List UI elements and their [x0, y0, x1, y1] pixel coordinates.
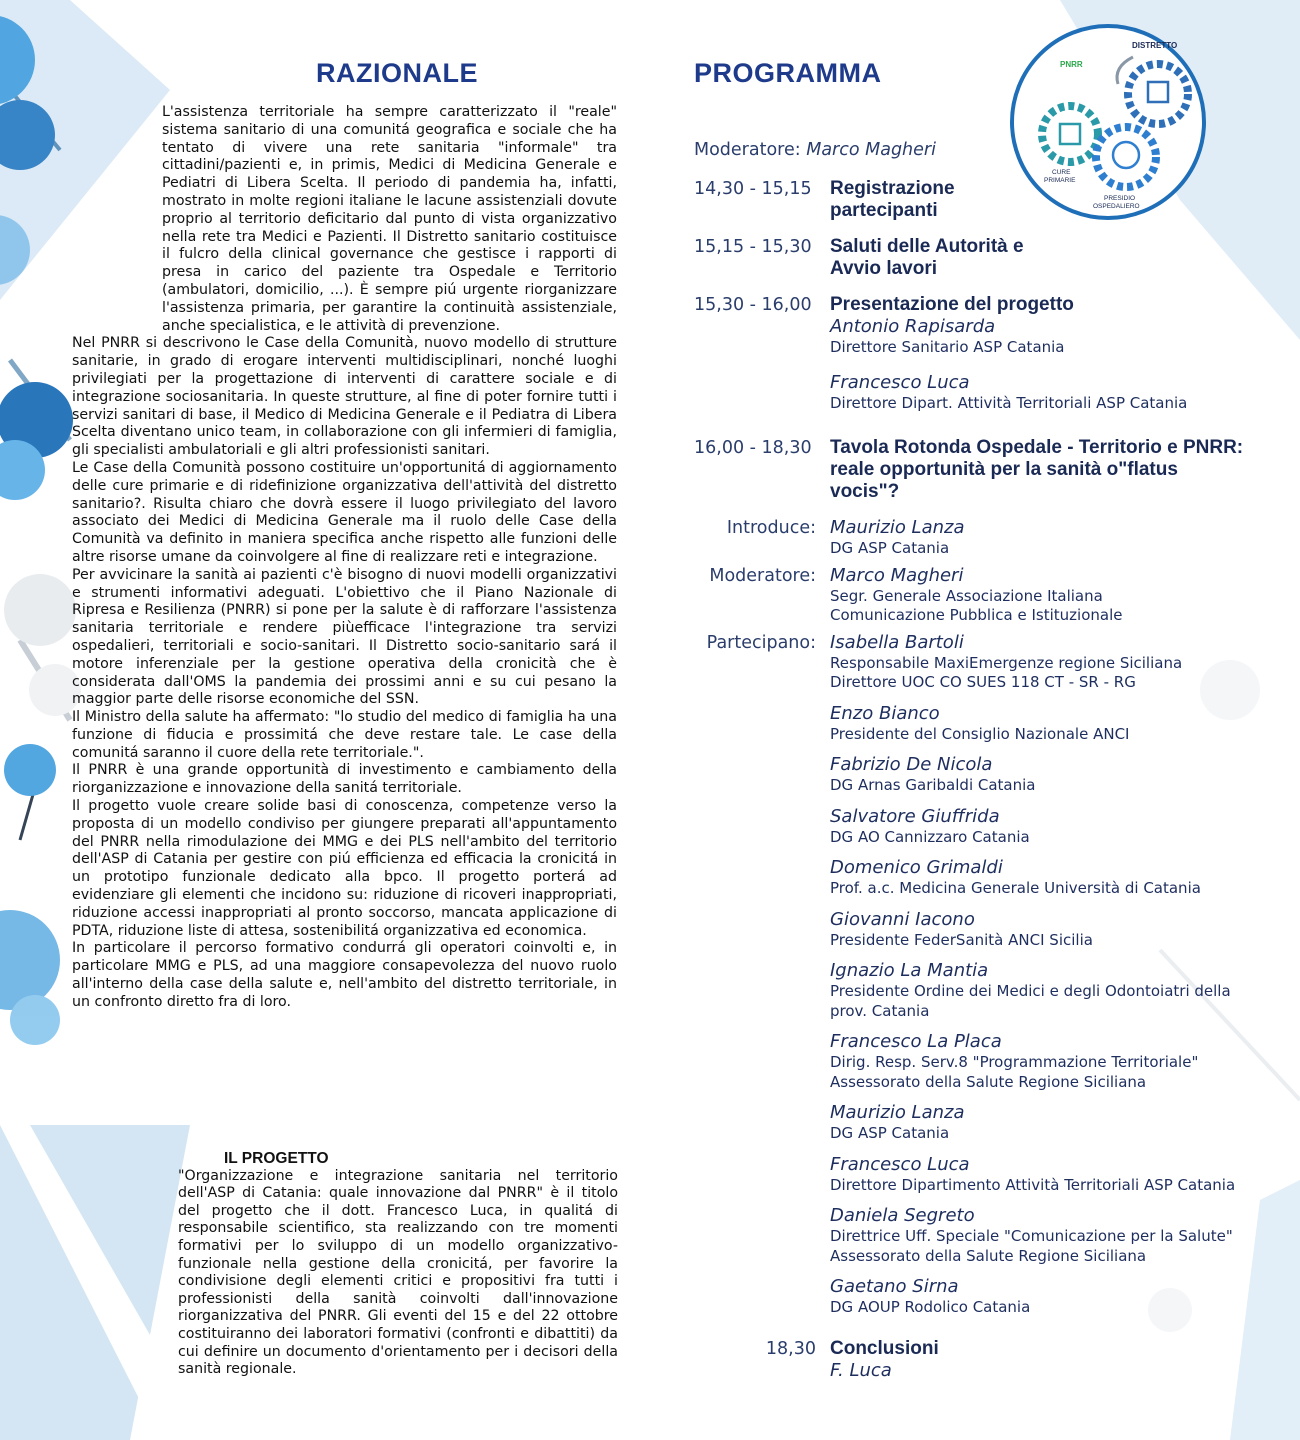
- speaker-name: Giovanni Iacono: [830, 908, 975, 930]
- schedule-title: Conclusioni: [830, 1337, 939, 1359]
- speaker-role: DG ASP Catania: [830, 539, 950, 557]
- razionale-paragraph: Nel PNRR si descrivono le Case della Comunità, nuovo modello di strutture sanitarie, in grado di erogare interventi multidisciplinari, nonché luoghi privilegiati per la progettazione di interventi di carattere sociale e di integrazione sociosanitaria. In queste strutture, al fine di poter fornire tutti i servizi sanitari di base, il Medico di Medicina Generale e il Pediatra di Libera Scelta diventano unico team, in collaborazione con gli infermieri di famiglia, gli specialisti ambulatoriali e gli altri professionisti sanitari.: [72, 335, 617, 459]
- schedule-row: [694, 437, 1284, 503]
- speaker: [830, 703, 1284, 745]
- schedule-row: [694, 517, 1284, 559]
- speaker: [830, 1205, 1284, 1266]
- speaker: [830, 1031, 1284, 1092]
- speaker-name: Maurizio Lanza: [830, 517, 965, 538]
- speaker-name: Isabella Bartoli: [830, 631, 964, 653]
- progetto-section: [178, 1150, 618, 1379]
- schedule-row: [694, 632, 1284, 1328]
- speaker-role: Prof. a.c. Medicina Generale Università di Catania: [830, 879, 1201, 897]
- logo-pnrr-label: PNRR: [1060, 60, 1083, 69]
- speaker-name: Ignazio La Mantia: [830, 960, 989, 981]
- moderatore-label: Moderatore:: [694, 140, 801, 160]
- moderatore2-label: Moderatore:: [709, 565, 816, 586]
- speaker-name: Gaetano Sirna: [830, 1276, 959, 1297]
- razionale-paragraph: In particolare il percorso formativo condurrá gli operatori coinvolti e, in particolare MMG e PLS, ad una maggiore consapevolezza del nuovo ruolo all'interno della case della salute e, nell'ambito del distretto territoriale, in un confronto diretto fra di loro.: [72, 940, 617, 1010]
- speaker: [830, 1276, 1284, 1318]
- speaker-name: Maurizio Lanza: [830, 1102, 965, 1123]
- speaker-role: Dirig. Resp. Serv.8 "Programmazione Territoriale" Assessorato della Salute Regione Siciliana: [830, 1053, 1199, 1091]
- logo-presidio-label: PRESIDIO: [1104, 195, 1136, 202]
- speaker-name: Salvatore Giuffrida: [830, 805, 1000, 827]
- razionale-paragraph: Il Ministro della salute ha affermato: "lo studio del medico di famiglia ha una funzione di fiducia e prossimitá che deve restare tale. Le case della comunitá saranno il cuore della rete territoriale.".: [72, 709, 617, 761]
- speaker: [830, 632, 1284, 693]
- speaker-name: Francesco Luca: [830, 1153, 970, 1175]
- speaker-role: DG ASP Catania: [830, 1124, 950, 1142]
- progetto-text: "Organizzazione e integrazione sanitaria nel territorio dell'ASP di Catania: quale innovazione dal PNRR" è il titolo del progetto che il dott. Francesco Luca, in qualitá di responsabile scientifico, sta realizzando con tre momenti formativi per lo sviluppo di un modello organizzativo-funzionale nella gestione della cronicitá, per favorire la condivisione degli elementi critici e propositivi fra tutti i professionisti della sanità coinvolti dall'innovazione riorganizzativa del PNRR. Gli eventi del 15 e del 22 ottobre costituiranno dei laboratori formativi (confronti e dibattiti) da cui definire un documento d'orientamento per i decisori della sanità regionale.: [178, 1167, 618, 1378]
- speaker-name: Domenico Grimaldi: [830, 857, 1003, 878]
- schedule-title: Tavola Rotonda Ospedale - Territorio e PNRR: reale opportunità per la sanità o"flatus vocis"?: [830, 437, 1244, 502]
- speaker: [830, 754, 1284, 796]
- speaker-role: DG AO Cannizzaro Catania: [830, 827, 1030, 846]
- schedule-row: [694, 565, 1284, 626]
- moderatore-name: Marco Magheri: [806, 140, 936, 160]
- speaker-name: Daniela Segreto: [830, 1205, 975, 1226]
- speaker-role: Direttore Dipartimento Attività Territoriali ASP Catania: [830, 1175, 1236, 1194]
- schedule-row: [694, 1338, 1284, 1382]
- schedule-row: [694, 178, 1284, 222]
- schedule-time: 15,30 - 16,00: [694, 295, 812, 315]
- programma-body: [694, 140, 1284, 1396]
- schedule-title: Presentazione del progetto: [830, 294, 1074, 315]
- speaker-name: Enzo Bianco: [830, 702, 940, 724]
- speaker-name: F. Luca: [830, 1359, 892, 1381]
- partecipano-list: [830, 632, 1284, 1328]
- speaker: [830, 857, 1284, 899]
- speaker-role: DG AOUP Rodolico Catania: [830, 1298, 1031, 1316]
- speaker-role: Presidente FederSanità ANCI Sicilia: [830, 930, 1093, 949]
- logo-distretto-label: DISTRETTO: [1132, 41, 1178, 50]
- programma-title: PROGRAMMA: [694, 58, 882, 88]
- speaker-name: Francesco Luca: [830, 371, 970, 393]
- speaker-name: Fabrizio De Nicola: [830, 754, 993, 775]
- schedule-time: 14,30 - 15,15: [694, 179, 812, 199]
- partecipano-label: Partecipano:: [706, 632, 816, 653]
- speaker-role: Segr. Generale Associazione Italiana Comunicazione Pubblica e Istituzionale: [830, 586, 1123, 624]
- logo-ospedaliero-label: OSPEDALIERO: [1093, 203, 1140, 210]
- speaker-role: Presidente Ordine dei Medici e degli Odontoiatri della prov. Catania: [830, 982, 1231, 1020]
- razionale-title: RAZIONALE: [316, 58, 478, 88]
- speaker: [830, 1154, 1284, 1196]
- logo-primarie-label: PRIMARIE: [1044, 177, 1076, 184]
- speaker-role: Responsabile MaxiEmergenze regione Siciliana Direttore UOC CO SUES 118 CT - SR - RG: [830, 653, 1183, 691]
- razionale-paragraph: L'assistenza territoriale ha sempre caratterizzato il "reale" sistema sanitario di una comunitá geografica e sociale che ha tentato di vivere una rete sanitaria "informale" tra cittadini/pazienti e, in primis, Medici di Medicina Generale e Pediatri di Libera Scelta. Il periodo di pandemia ha, infatti, mostrato in molte regioni italiane le lacune assistenziali dovute proprio al territorio deficitario dal punto di vista organizzativo nella rete tra Medici e Pazienti. Il Distretto sanitario costituisce il fulcro della clinical governance che gestisce i rapporti di presa in carico del paziente tra Ospedale e Territorio (ambulatori, domicilio, ...). È sempre piú urgente riorganizzare l'assistenza primaria, per garantire la continuità assistenziale, anche specialistica, e le attività di prevenzione.: [162, 104, 617, 334]
- speaker-name: Francesco La Placa: [830, 1031, 1002, 1052]
- razionale-paragraph: Le Case della Comunità possono costituire un'opportunitá di aggiornamento delle cure primarie e di ridefinizione organizzativa dell'attività del distretto sanitario?. Risulta chiaro che dovrà essere il luogo privilegiato del lavoro associato dei Medici di Medicina Generale ma il ruolo delle Case della Comunità va definito in maniera specifica anche rispetto alle funzioni delle altre risorse umane da coinvolgere al fine di realizzare reti e integrazione.: [72, 459, 617, 565]
- speaker-name: Antonio Rapisarda: [830, 316, 996, 337]
- speaker: [830, 960, 1284, 1021]
- speaker-role: Direttore Dipart. Attività Territoriali ASP Catania: [830, 393, 1188, 412]
- razionale-paragraph: Per avvicinare la sanità ai pazienti c'è bisogno di nuovi modelli organizzativi e strumenti informativi adeguati. L'obiettivo che il Piano Nazionale di Ripresa e Resilienza (PNRR) si pone per la salute è di rafforzare l'assistenza sanitaria territoriale e rendere piùefficace l'integrazione tra servizi ospedalieri, territoriali e socio-sanitari. Il Distretto socio-sanitario sará il motore inferenziale per la gestione operativa della cronicità che è considerata dall'OMS la pandemia dei prossimi anni e su cui pesano la maggior parte delle risorse economiche del SSN.: [72, 566, 617, 708]
- razionale-paragraph: Il PNRR è una grande opportunità di investimento e cambiamento della riorganizzazione e innovazione della sanitá territoriale.: [72, 762, 617, 797]
- schedule-row: [694, 236, 1284, 280]
- razionale-paragraph: Il progetto vuole creare solide basi di conoscenza, competenze verso la proposta di un modello condiviso per giungere preparati all'appuntamento del PNRR nella rimodulazione dei MMG e dei PLS nell'ambito del territorio dell'ASP di Catania per gestire con piú efficienza ed efficacia la cronicitá in un prototipo funzionale dedicato alla bpco. Il progetto porterá ad evidenziare gli elementi che incidono su: riduzione di ricoveri inappropriati, riduzione accessi inappropriati al pronto soccorso, mancata applicazione di PDTA, riduzione liste di attesa, sostenibilitá organizzativa ed economica.: [72, 798, 617, 939]
- speaker: [830, 1102, 1284, 1144]
- speaker-role: Direttore Sanitario ASP Catania: [830, 338, 1065, 356]
- speaker-role: Direttrice Uff. Speciale "Comunicazione per la Salute" Assessorato della Salute Regione Siciliana: [830, 1227, 1233, 1265]
- schedule-title: Saluti delle Autorità e Avvio lavori: [830, 236, 1024, 279]
- progetto-title: IL PROGETTO: [224, 1150, 329, 1167]
- speaker-name: Marco Magheri: [830, 564, 964, 586]
- moderatore-line: [694, 140, 1284, 160]
- speaker: [830, 806, 1284, 848]
- razionale-body: [72, 104, 617, 1012]
- speaker: [830, 372, 1284, 414]
- schedule-time: 18,30: [765, 1338, 816, 1359]
- speaker: [830, 316, 1284, 358]
- schedule-title: Registrazione partecipanti: [830, 178, 955, 221]
- speaker-role: DG Arnas Garibaldi Catania: [830, 776, 1036, 794]
- schedule-time: 16,00 - 18,30: [694, 438, 812, 458]
- introduce-label: Introduce:: [726, 518, 816, 538]
- schedule-time: 15,15 - 15,30: [694, 237, 812, 257]
- schedule-row: [694, 294, 1284, 423]
- speaker: [830, 909, 1284, 951]
- speaker-role: Presidente del Consiglio Nazionale ANCI: [830, 724, 1130, 743]
- logo-cure-label: CURE: [1052, 169, 1071, 176]
